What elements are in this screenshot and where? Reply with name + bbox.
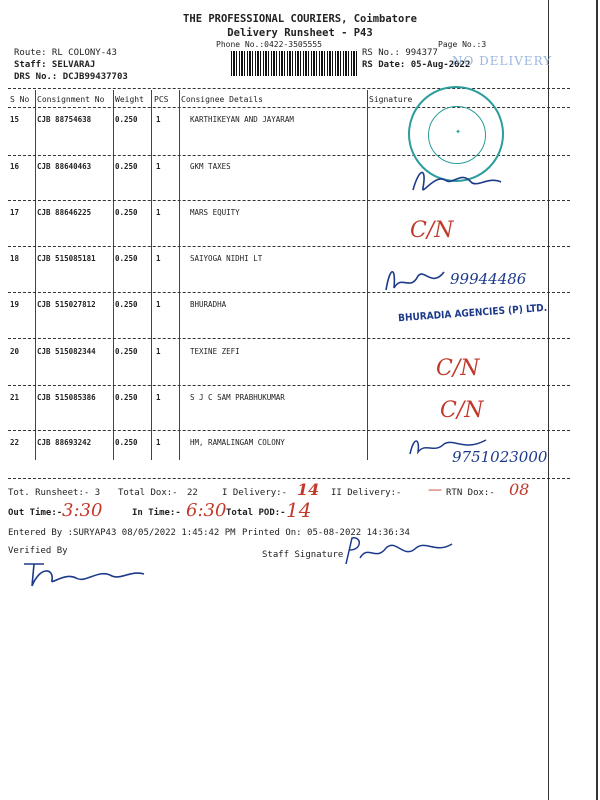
row-pcs: 1 — [156, 254, 161, 263]
row-consignment: CJB 88754638 — [37, 115, 92, 124]
row-sno: 22 — [10, 438, 20, 447]
col-divider — [179, 90, 180, 460]
total-pod-value: 14 — [286, 498, 312, 522]
staff-name: Staff: SELVARAJ — [14, 60, 96, 70]
total-dox-label: Total Dox:- — [118, 488, 178, 498]
col-divider — [367, 90, 368, 460]
row-sno: 15 — [10, 115, 20, 124]
row-sno: 17 — [10, 208, 20, 217]
route: Route: RL COLONY-43 — [14, 48, 117, 58]
rs-date: RS Date: 05-Aug-2022 — [362, 60, 471, 70]
entered-by: Entered By :SURYAP43 08/05/2022 1:45:42 PM — [8, 528, 236, 538]
watermark-stamp: NO DELIVERY — [452, 54, 553, 68]
col-signature: Signature — [369, 95, 413, 104]
signature-row18 — [380, 262, 450, 298]
phone-number: Phone No.:0422-3505555 — [216, 40, 322, 49]
row-consignee: TEXINE ZEFI — [190, 347, 240, 356]
signature-row16 — [405, 160, 515, 200]
row-sno: 21 — [10, 393, 20, 402]
handwritten-cn-row20: C/N — [436, 356, 480, 381]
verified-by-label: Verified By — [8, 546, 68, 556]
row-consignee: KARTHIKEYAN AND JAYARAM — [190, 115, 294, 124]
page-title: THE PROFESSIONAL COURIERS, Coimbatore — [183, 13, 417, 25]
col-divider — [113, 90, 114, 460]
out-time-value: 3:30 — [62, 500, 103, 521]
row-consignment: CJB 88646225 — [37, 208, 92, 217]
col-consignee: Consignee Details — [181, 95, 263, 104]
row-divider — [8, 385, 570, 386]
drs-number: DRS No.: DCJB99437703 — [14, 72, 128, 82]
row-consignee: BHURADHA — [190, 300, 227, 309]
col-weight: Weight — [115, 95, 144, 104]
scan-edge-line-right — [596, 0, 598, 800]
row-divider — [8, 430, 570, 431]
staff-signature-label: Staff Signature — [262, 550, 344, 560]
col-divider — [35, 90, 36, 460]
in-time-value: 6:30 — [186, 500, 227, 521]
header-rule-top — [8, 88, 570, 89]
row-divider — [8, 292, 570, 293]
col-pcs: PCS — [154, 95, 169, 104]
row-consignee: HM, RAMALINGAM COLONY — [190, 438, 285, 447]
handwritten-cn-row17: C/N — [410, 218, 454, 243]
page-subtitle: Delivery Runsheet - P43 — [227, 27, 373, 39]
row-pcs: 1 — [156, 300, 161, 309]
ii-delivery-label: II Delivery:- — [331, 488, 402, 498]
row-consignment: CJB 515085386 — [37, 393, 96, 402]
row-weight: 0.250 — [115, 162, 138, 171]
handwritten-phone-row22: 9751023000 — [452, 448, 548, 466]
row-consignee: GKM TAXES — [190, 162, 231, 171]
company-stamp-row19: BHURADIA AGENCIES (P) LTD. — [397, 302, 548, 325]
row-consignment: CJB 88693242 — [37, 438, 92, 447]
row-sno: 19 — [10, 300, 20, 309]
total-pod-label: Total POD:- — [226, 508, 286, 518]
rs-number: RS No.: 994377 — [362, 48, 438, 58]
scan-edge-line — [548, 0, 549, 800]
row-weight: 0.250 — [115, 347, 138, 356]
seal-text: ✦ — [455, 128, 461, 136]
row-weight: 0.250 — [115, 300, 138, 309]
row-consignee: SAIYOGA NIDHI LT — [190, 254, 263, 263]
staff-signature — [340, 534, 460, 568]
row-sno: 16 — [10, 162, 20, 171]
row-consignment: CJB 515027812 — [37, 300, 96, 309]
barcode — [231, 51, 357, 76]
i-delivery-label: I Delivery:- — [222, 488, 288, 498]
row-sno: 18 — [10, 254, 20, 263]
handwritten-cn-row21: C/N — [440, 398, 484, 423]
col-divider — [151, 90, 152, 460]
row-weight: 0.250 — [115, 115, 138, 124]
row-pcs: 1 — [156, 162, 161, 171]
row-consignment: CJB 515085181 — [37, 254, 96, 263]
col-sno: S No — [10, 95, 30, 104]
row-consignee: S J C SAM PRABHUKUMAR — [190, 393, 285, 402]
verified-by-signature — [20, 556, 150, 592]
tot-runsheet: Tot. Runsheet:- 3 — [8, 488, 101, 498]
handwritten-phone-row18: 99944486 — [450, 270, 527, 288]
row-consignment: CJB 515082344 — [37, 347, 96, 356]
row-weight: 0.250 — [115, 438, 138, 447]
rtn-dox-label: RTN Dox:- — [446, 488, 495, 498]
in-time-label: In Time:- — [132, 508, 181, 518]
row-weight: 0.250 — [115, 393, 138, 402]
row-weight: 0.250 — [115, 254, 138, 263]
row-weight: 0.250 — [115, 208, 138, 217]
row-pcs: 1 — [156, 208, 161, 217]
row-sno: 20 — [10, 347, 20, 356]
table-bottom-rule — [8, 478, 570, 479]
printed-on: Printed On: 05-08-2022 14:36:34 — [242, 528, 410, 538]
row-consignment: CJB 88640463 — [37, 162, 92, 171]
row-divider — [8, 200, 570, 201]
row-consignee: MARS EQUITY — [190, 208, 240, 217]
row-divider — [8, 246, 570, 247]
i-delivery-value: 14 — [297, 480, 320, 499]
page-number: Page No.:3 — [438, 40, 487, 49]
ii-delivery-value: — — [428, 482, 442, 498]
rtn-dox-value: 08 — [509, 480, 530, 499]
col-consignment: Consignment No — [37, 95, 105, 104]
row-pcs: 1 — [156, 438, 161, 447]
out-time-label: Out Time:- — [8, 508, 63, 518]
row-divider — [8, 338, 570, 339]
row-pcs: 1 — [156, 393, 161, 402]
total-dox-value: 22 — [187, 488, 198, 498]
row-pcs: 1 — [156, 115, 161, 124]
row-pcs: 1 — [156, 347, 161, 356]
